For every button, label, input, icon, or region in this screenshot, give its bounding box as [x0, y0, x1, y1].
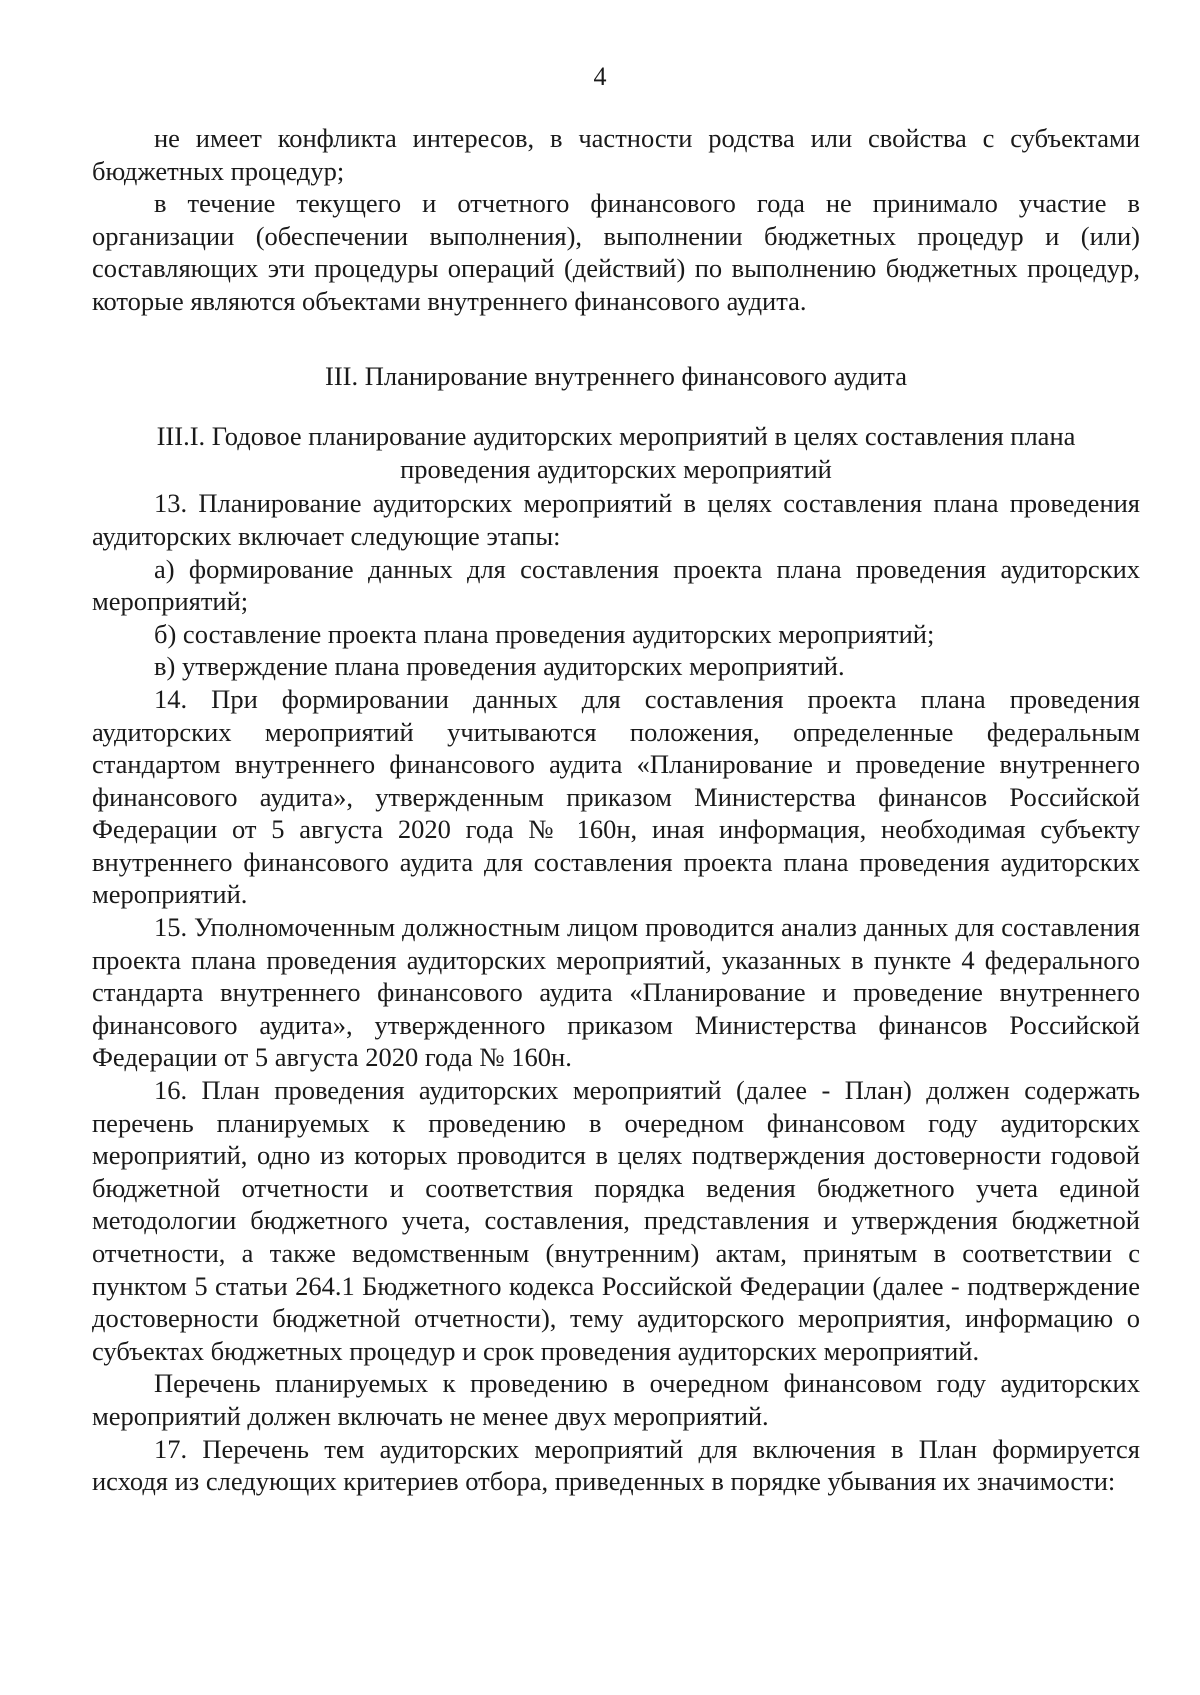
paragraph-17: 17. Перечень тем аудиторских мероприятий для включения в План формируется исходя из следующих критериев отбора, приведенных в порядке убывания их значимости: [92, 1433, 1140, 1497]
paragraph-conflict-of-interest: не имеет конфликта интересов, в частности родства или свойства с субъектами бюджетных процедур; [92, 123, 1140, 186]
paragraph-13-a: а) формирование данных для составления проекта плана проведения аудиторских мероприятий; [92, 553, 1140, 617]
paragraph-16-list: Перечень планируемых к проведению в очередном финансовом году аудиторских мероприятий должен включать не менее двух мероприятий. [92, 1368, 1140, 1431]
subsection-heading: III.I. Годовое планирование аудиторских мероприятий в целях составления плана проведения аудиторских мероприятий [156, 421, 1076, 484]
paragraph-no-participation: в течение текущего и отчетного финансового года не принимало участие в организации (обеспечении выполнения), выполнении бюджетных процедур и (или) составляющих эти процедуры операций (действий) по выполнению бюджетных процедур, которые являются объектами внутреннего финансового аудита. [92, 188, 1140, 316]
section-heading: III. Планирование внутреннего финансового аудита [325, 360, 907, 391]
page-number: 4 [593, 62, 607, 91]
paragraph-16: 16. План проведения аудиторских мероприятий (далее - План) должен содержать перечень планируемых к проведению в очередном финансовом году аудиторских мероприятий, одно из которых проводится в целях подтверждения достоверности годовой бюджетной отчетности и соответствия порядка ведения бюджетного учета единой методологии бюджетного учета, составления, представления и утверждения бюджетной отчетности, а также ведомственным (внутренним) актам, принятым в соответствии с пунктом 5 статьи 264.1 Бюджетного кодекса Российской Федерации (далее - подтверждение достоверности бюджетной отчетности), тему аудиторского мероприятия, информацию о субъектах бюджетных процедур и срок проведения аудиторских мероприятий. [92, 1075, 1140, 1366]
document-body [92, 122, 1140, 1498]
paragraph-15: 15. Уполномоченным должностным лицом проводится анализ данных для составления проекта плана проведения аудиторских мероприятий, указанных в пункте 4 федерального стандарта внутреннего финансового аудита «Планирование и проведение внутреннего финансового аудита», утвержденного приказом Министерства финансов Российской Федерации от 5 августа 2020 года № 160н. [92, 912, 1140, 1073]
paragraph-14: 14. При формировании данных для составления проекта плана проведения аудиторских мероприятий учитываются положения, определенные федеральным стандартом внутреннего финансового аудита «Планирование и проведение внутреннего финансового аудита», утвержденным приказом Министерства финансов Российской Федерации от 5 августа 2020 года № 160н, иная информация, необходимая субъекту внутреннего финансового аудита для составления проекта плана проведения аудиторских мероприятий. [92, 683, 1140, 910]
paragraph-13-c: в) утверждение плана проведения аудиторских мероприятий. [154, 651, 845, 682]
paragraph-13: 13. Планирование аудиторских мероприятий в целях составления плана проведения аудиторских включает следующие этапы: [92, 488, 1140, 551]
paragraph-13-b: б) составление проекта плана проведения аудиторских мероприятий; [154, 618, 935, 649]
